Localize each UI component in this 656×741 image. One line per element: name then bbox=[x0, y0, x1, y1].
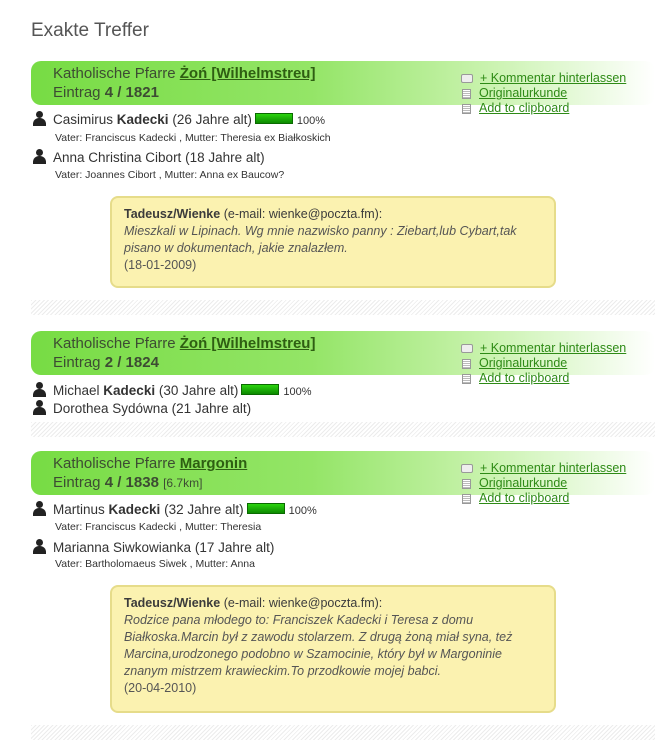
parish-prefix: Katholische Pfarre bbox=[53, 455, 176, 472]
match-percent: 100% bbox=[283, 386, 312, 398]
record-header bbox=[31, 331, 655, 385]
entry-line bbox=[53, 354, 159, 371]
groom-surname: Kadecki bbox=[103, 383, 156, 398]
separator bbox=[31, 300, 655, 315]
bride-parents: Vater: Bartholomaeus Siwek , Mutter: Anna bbox=[55, 558, 255, 570]
match-percent: 100% bbox=[288, 505, 317, 517]
comment-box bbox=[110, 585, 556, 713]
bride-age: (18 Jahre alt) bbox=[185, 150, 265, 165]
comment-text: Rodzice pana młodego to: Franciszek Kadecki i Teresa z domu Białkoska.Marcin był z zawodu stolarzem. Z drugą żoną miał syna, też Marcina,urodzonego podobno w Szamocinie, który był w Margoninie znanym mistrzem krawieckim.To przodkowie mojej babci. bbox=[124, 613, 513, 678]
groom-first-name: Casimirus bbox=[53, 112, 114, 127]
add-comment-link[interactable]: + Kommentar hinterlassen bbox=[480, 461, 627, 475]
record bbox=[31, 331, 655, 385]
parish-prefix: Katholische Pfarre bbox=[53, 335, 176, 352]
document-icon bbox=[462, 359, 471, 369]
groom-surname: Kadecki bbox=[108, 502, 161, 517]
comment-icon bbox=[461, 344, 473, 353]
person-icon bbox=[33, 501, 46, 516]
comment-icon bbox=[461, 74, 473, 83]
comment-email: (e-mail: wienke@poczta.fm): bbox=[223, 207, 383, 221]
bride-parents: Vater: Joannes Cibort , Mutter: Anna ex Baucow? bbox=[55, 169, 285, 181]
parish-link[interactable]: Żoń [Wilhelmstreu] bbox=[179, 65, 316, 82]
groom-age: (32 Jahre alt) bbox=[164, 502, 244, 517]
entry-label: Eintrag bbox=[53, 84, 101, 101]
separator bbox=[31, 422, 655, 437]
bride-age: (21 Jahre alt) bbox=[171, 401, 252, 416]
bride-age: (17 Jahre alt) bbox=[194, 540, 275, 555]
entry-number: 2 / 1824 bbox=[104, 354, 159, 371]
parish-link[interactable]: Żoń [Wilhelmstreu] bbox=[179, 335, 316, 352]
add-to-clipboard-link[interactable]: Add to clipboard bbox=[479, 371, 570, 385]
bride-row bbox=[33, 149, 265, 165]
groom-parents: Vater: Franciscus Kadecki , Mutter: Theresia ex Białkoskich bbox=[55, 132, 331, 144]
comment-date: (18-01-2009) bbox=[124, 258, 197, 272]
bride-name: Anna Christina Cibort bbox=[53, 150, 182, 165]
clipboard-icon bbox=[462, 374, 471, 384]
clipboard-icon bbox=[462, 494, 471, 504]
record-header bbox=[31, 61, 655, 115]
add-comment-link[interactable]: + Kommentar hinterlassen bbox=[480, 71, 627, 85]
match-bar bbox=[241, 384, 279, 395]
distance: [6.7km] bbox=[163, 476, 203, 490]
bride-name: Dorothea Sydówna bbox=[53, 401, 168, 416]
parish-link[interactable]: Margonin bbox=[179, 455, 248, 472]
clipboard-icon bbox=[462, 104, 471, 114]
original-document-link[interactable]: Originalurkunde bbox=[479, 356, 568, 370]
record-header bbox=[31, 451, 655, 505]
groom-surname: Kadecki bbox=[116, 112, 169, 127]
comment-author-line bbox=[124, 206, 542, 223]
bride-row bbox=[33, 400, 251, 416]
person-icon bbox=[33, 539, 46, 554]
document-icon bbox=[462, 89, 471, 99]
bride-name: Marianna Siwkowianka bbox=[53, 540, 192, 555]
groom-age: (30 Jahre alt) bbox=[158, 383, 239, 398]
parish-line bbox=[53, 335, 315, 352]
groom-first-name: Michael bbox=[53, 383, 100, 398]
document-icon bbox=[462, 479, 471, 489]
separator bbox=[31, 725, 655, 740]
comment-author: Tadeusz/Wienke bbox=[124, 207, 221, 221]
record bbox=[31, 451, 655, 505]
groom-row bbox=[33, 501, 317, 517]
record-actions bbox=[461, 71, 626, 116]
entry-line bbox=[53, 84, 159, 101]
comment-box bbox=[110, 196, 556, 288]
add-comment-link[interactable]: + Kommentar hinterlassen bbox=[480, 341, 627, 355]
groom-first-name: Martinus bbox=[53, 502, 105, 517]
record-actions bbox=[461, 461, 626, 506]
entry-label: Eintrag bbox=[53, 354, 101, 371]
groom-parents: Vater: Franciscus Kadecki , Mutter: Theresia bbox=[55, 521, 262, 533]
person-icon bbox=[33, 149, 46, 164]
add-to-clipboard-link[interactable]: Add to clipboard bbox=[479, 101, 570, 115]
add-to-clipboard-link[interactable]: Add to clipboard bbox=[479, 491, 570, 505]
comment-author-line bbox=[124, 595, 542, 612]
page-title: Exakte Treffer bbox=[31, 20, 149, 41]
comment-author: Tadeusz/Wienke bbox=[124, 596, 221, 610]
match-percent: 100% bbox=[296, 115, 326, 127]
entry-number: 4 / 1838 bbox=[104, 474, 159, 491]
record-actions bbox=[461, 341, 626, 386]
match-bar bbox=[247, 503, 285, 514]
comment-icon bbox=[461, 464, 473, 473]
entry-line bbox=[53, 474, 202, 491]
entry-number: 4 / 1821 bbox=[104, 84, 159, 101]
comment-text: Mieszkali w Lipinach. Wg mnie nazwisko panny : Ziebart,lub Cybart,tak pisano w dokumentach, jakie znalazłem. bbox=[124, 224, 517, 255]
person-icon bbox=[33, 111, 46, 126]
groom-row bbox=[33, 382, 312, 398]
record bbox=[31, 61, 655, 115]
original-document-link[interactable]: Originalurkunde bbox=[479, 86, 568, 100]
entry-label: Eintrag bbox=[53, 474, 101, 491]
original-document-link[interactable]: Originalurkunde bbox=[479, 476, 568, 490]
parish-prefix: Katholische Pfarre bbox=[53, 65, 176, 82]
groom-age: (26 Jahre alt) bbox=[172, 112, 252, 127]
bride-row bbox=[33, 539, 274, 555]
person-icon bbox=[33, 400, 46, 415]
match-bar bbox=[255, 113, 293, 124]
person-icon bbox=[33, 382, 46, 397]
comment-date: (20-04-2010) bbox=[124, 681, 197, 695]
parish-line bbox=[53, 455, 247, 472]
comment-email: (e-mail: wienke@poczta.fm): bbox=[223, 596, 383, 610]
groom-row bbox=[33, 111, 325, 127]
parish-line bbox=[53, 65, 315, 82]
